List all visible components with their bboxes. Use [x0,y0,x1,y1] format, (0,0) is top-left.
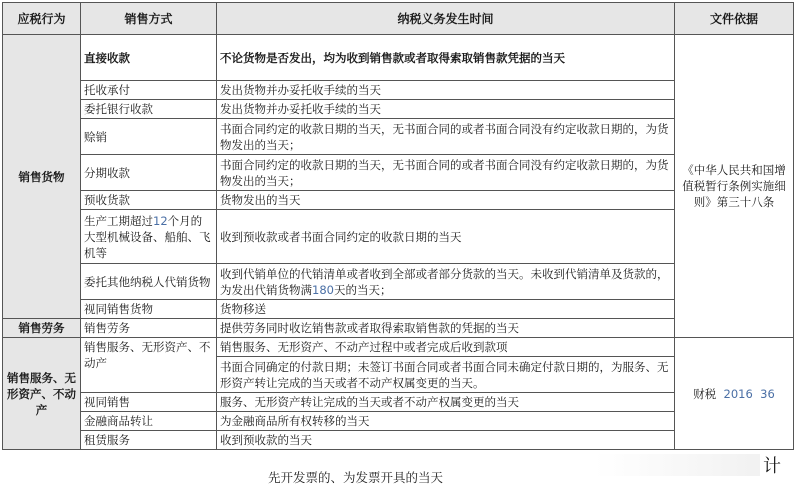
time-cell: 销售服务、无形资产、不动产过程中或者完成后收到款项 [217,338,675,357]
time-text-b: 天的当天； [333,282,392,297]
method-cell: 视同销售货物 [81,300,217,319]
watermark-fade [595,454,760,476]
basis-caishui [675,338,794,450]
method-cell: 预收货款 [81,191,217,210]
header-taxable-act: 应税行为 [3,3,81,35]
time-cell: 货物移送 [217,300,675,319]
time-number: 180 [312,282,334,297]
method-cell: 委托其他纳税人代销货物 [81,264,217,300]
method-text-a: 生产工期超过 [84,213,153,228]
time-cell: 收到预收款的当天 [217,431,675,450]
group-sell-labor: 销售劳务 [3,319,81,338]
time-cell: 提供劳务同时收讫销售款或者取得索取销售款的凭据的当天 [217,319,675,338]
method-cell: 销售服务、无形资产、不动产 [81,338,217,393]
table-row [3,338,794,357]
method-text-b: 个月的大型机械设备、船舶、飞机等 [84,213,211,260]
tax-obligation-table [2,2,794,450]
method-cell: 金融商品转让 [81,412,217,431]
method-cell: 租赁服务 [81,431,217,450]
method-cell: 分期收款 [81,155,217,191]
time-cell: 发出货物并办妥托收手续的当天 [217,81,675,100]
method-cell: 视同销售 [81,393,217,412]
group-sell-goods: 销售货物 [3,35,81,319]
basis-year: 2016 [723,386,753,401]
group-sell-services: 销售服务、无形资产、不动产 [3,338,81,450]
time-cell: 书面合同确定的付款日期；未签订书面合同或者书面合同未确定付款日期的，为服务、无形资产转让完成的当天或者不动产权属变更的当天。 [217,357,675,393]
time-cell: 为金融商品所有权转移的当天 [217,412,675,431]
method-cell [81,210,217,264]
header-obligation-time: 纳税义务发生时间 [217,3,675,35]
time-cell [217,264,675,300]
time-text-a: 收到代销单位的代销清单或者收到全部或者部分货款的当天。未收到代销清单及货款的，为发出代销货物满 [220,266,669,297]
method-cell: 委托银行收款 [81,100,217,119]
time-cell: 收到预收款或者书面合同约定的收款日期的当天 [217,210,675,264]
method-cell: 赊销 [81,119,217,155]
method-cell: 托收承付 [81,81,217,100]
basis-number: 36 [760,386,775,401]
header-row [3,3,794,35]
method-cell: 直接收款 [81,35,217,81]
table-row [3,35,794,81]
header-sales-method: 销售方式 [81,3,217,35]
time-cell: 发出货物并办妥托收手续的当天 [217,100,675,119]
basis-prefix: 财税 [693,386,717,401]
header-basis: 文件依据 [675,3,794,35]
basis-regulation: 《中华人民共和国增值税暂行条例实施细则》第三十八条 [675,35,794,338]
time-cell: 不论货物是否发出，均为收到销售款或者取得索取销售款凭据的当天 [217,35,675,81]
time-cell: 服务、无形资产转让完成的当天或者不动产权属变更的当天 [217,393,675,412]
time-cell: 书面合同约定的收款日期的当天，无书面合同的或者书面合同没有约定收款日期的，为货物发出的当天； [217,119,675,155]
time-cell: 书面合同约定的收款日期的当天，无书面合同的或者书面合同没有约定收款日期的，为货物发出的当天； [217,155,675,191]
footer-note: 先开发票的、为发票开具的当天 [268,470,444,485]
time-cell: 货物发出的当天 [217,191,675,210]
method-cell: 销售劳务 [81,319,217,338]
method-number: 12 [153,213,168,228]
watermark-char: 计 [763,456,781,477]
